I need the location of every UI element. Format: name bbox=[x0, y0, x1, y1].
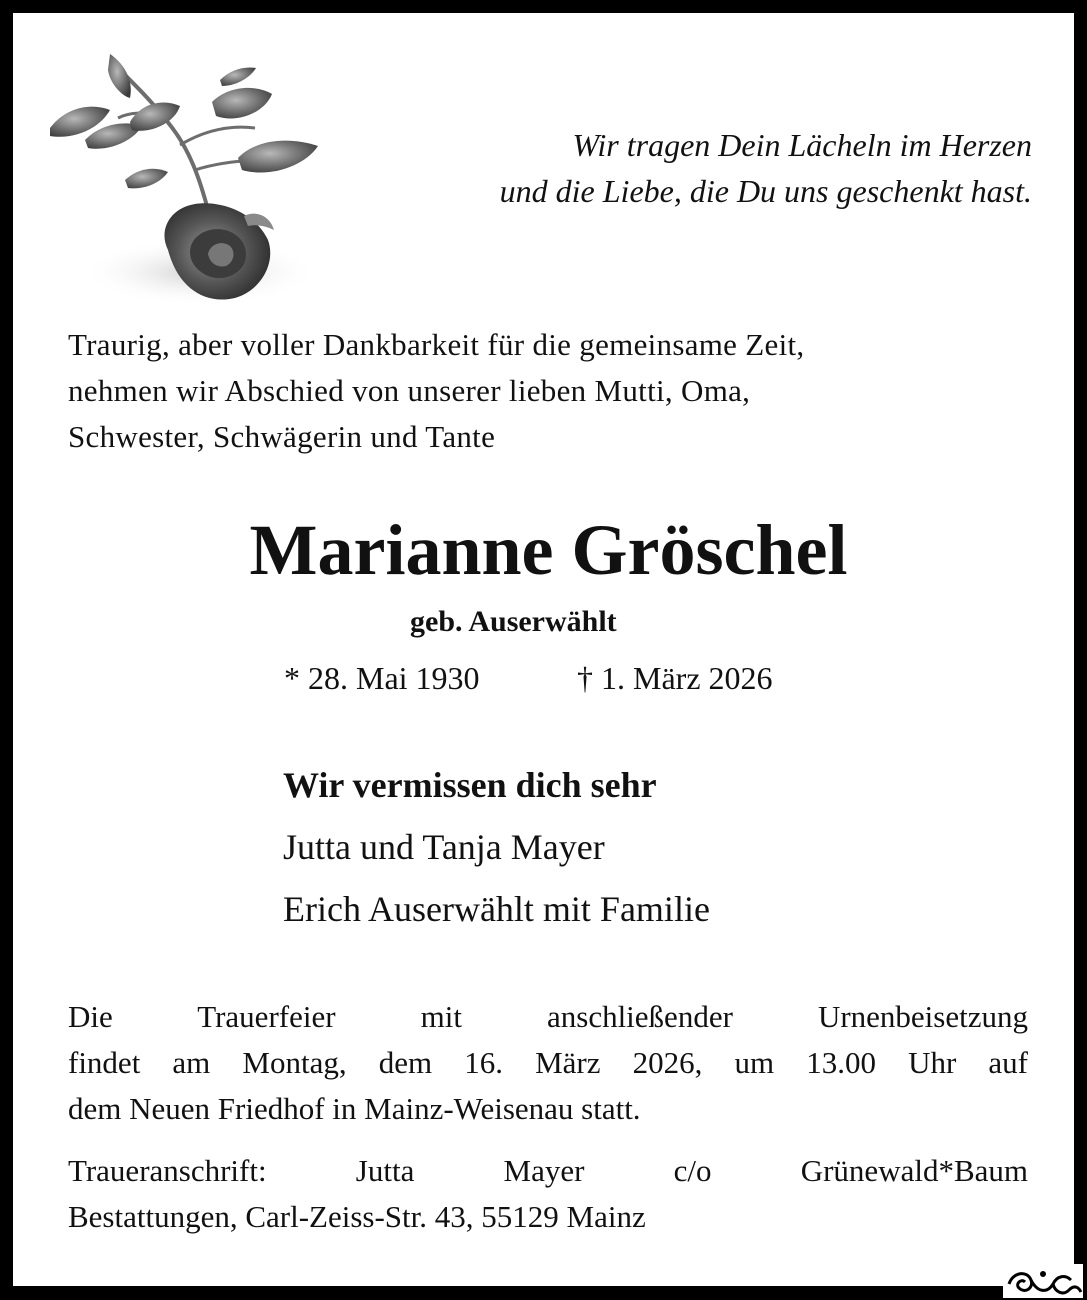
address-line-2: Bestattungen, Carl-Zeiss-Str. 43, 55129 Mainz bbox=[68, 1199, 646, 1234]
corner-ornament-icon bbox=[1003, 1264, 1083, 1298]
death-date: † 1. März 2026 bbox=[577, 660, 773, 696]
address-paragraph bbox=[68, 1148, 1028, 1240]
mourner-line-2: Erich Auserwählt mit Familie bbox=[283, 889, 710, 929]
motto-quote bbox=[500, 122, 1032, 214]
address-line-1: Traueranschrift: Jutta Mayer c/o Grünewald*Baum bbox=[68, 1153, 1028, 1188]
rose-image bbox=[30, 40, 330, 310]
service-line-3: dem Neuen Friedhof in Mainz-Weisenau statt. bbox=[68, 1091, 641, 1126]
birth-date: * 28. Mai 1930 bbox=[284, 660, 480, 696]
intro-line-1: Traurig, aber voller Dankbarkeit für die gemeinsame Zeit, bbox=[68, 327, 805, 362]
intro-paragraph bbox=[68, 322, 1028, 460]
motto-line-1: Wir tragen Dein Lächeln im Herzen bbox=[572, 127, 1032, 163]
maiden-name: geb. Auserwählt bbox=[410, 605, 617, 638]
service-line-1: Die Trauerfeier mit anschließender Urnenbeisetzung bbox=[68, 999, 1028, 1034]
mourners-heading: Wir vermissen dich sehr bbox=[283, 765, 657, 805]
mourners-block bbox=[283, 754, 710, 940]
mourner-line-1: Jutta und Tanja Mayer bbox=[283, 827, 605, 867]
intro-line-2: nehmen wir Abschied von unserer lieben Mutti, Oma, bbox=[68, 373, 751, 408]
deceased-name: Marianne Gröschel bbox=[249, 510, 848, 590]
intro-line-3: Schwester, Schwägerin und Tante bbox=[68, 419, 496, 454]
service-line-2: findet am Montag, dem 16. März 2026, um 13.00 Uhr auf bbox=[68, 1045, 1028, 1080]
motto-line-2: und die Liebe, die Du uns geschenkt hast. bbox=[499, 173, 1032, 209]
service-paragraph bbox=[68, 994, 1028, 1132]
